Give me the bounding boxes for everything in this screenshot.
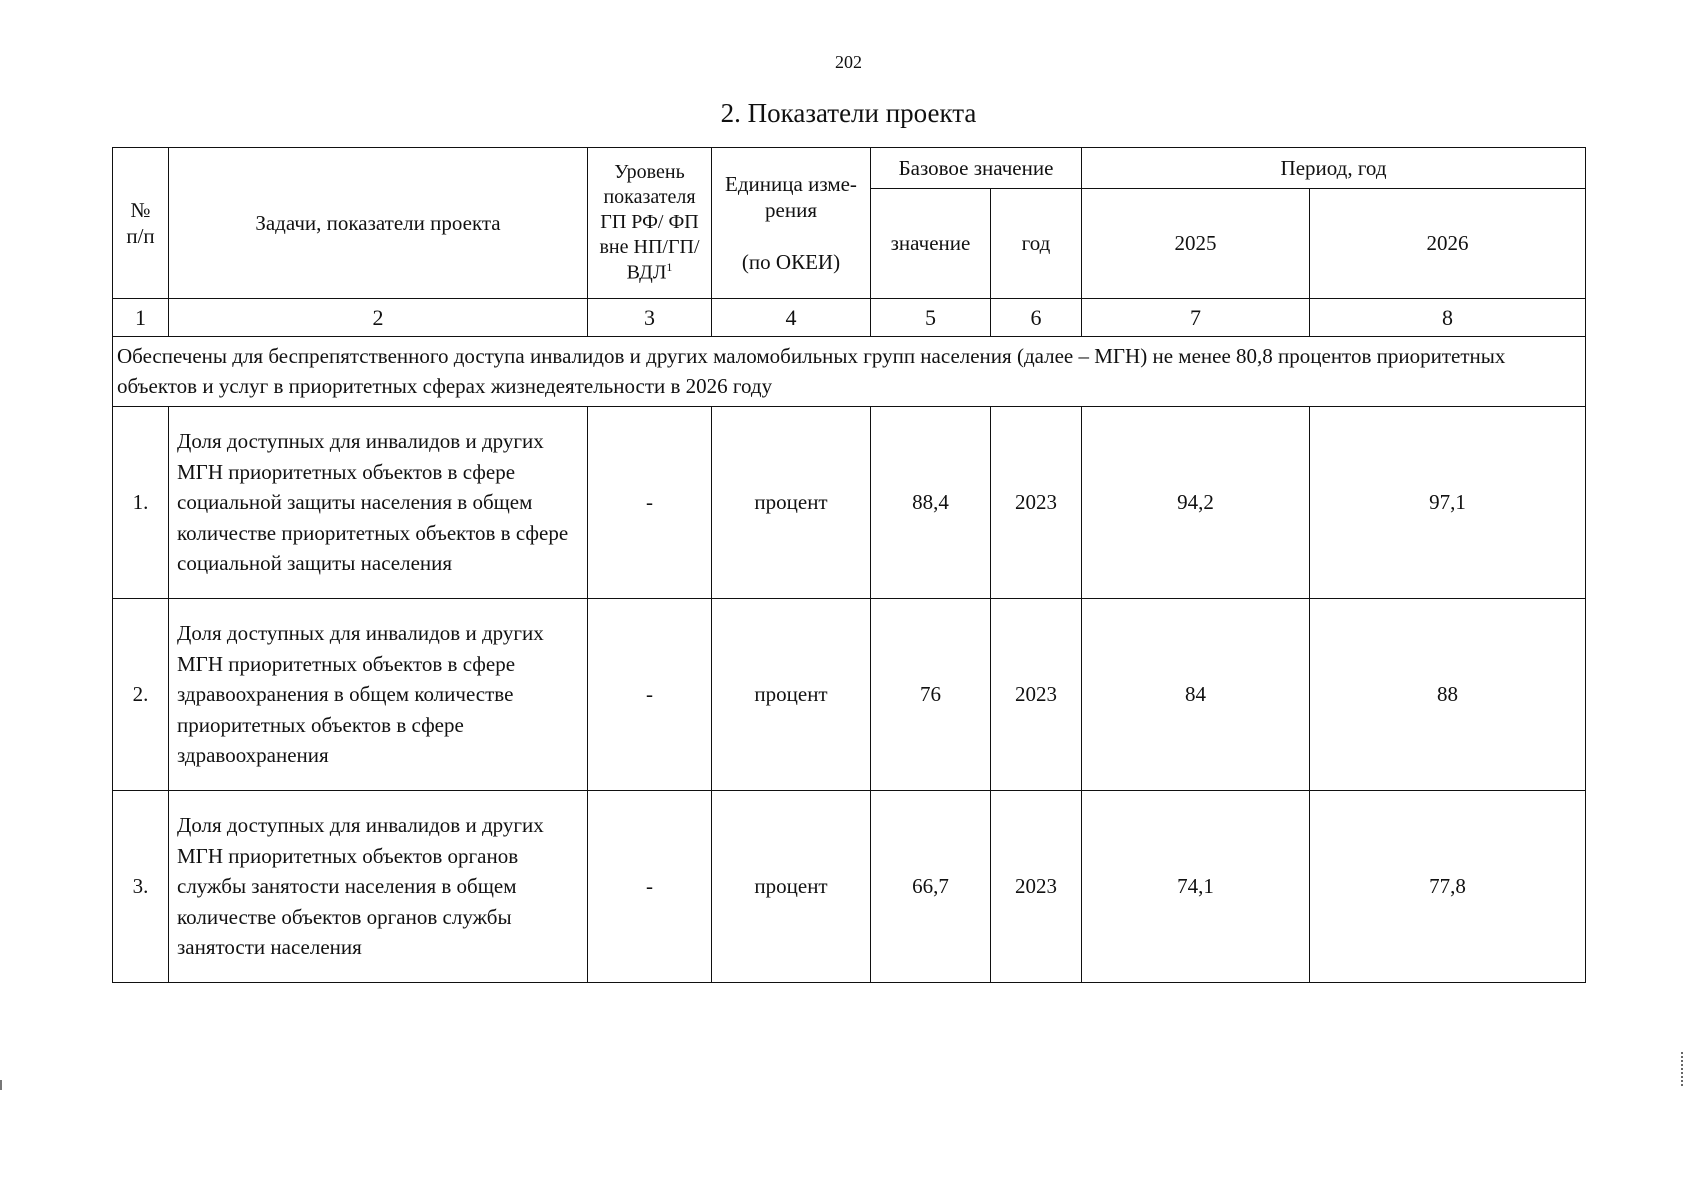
row-2026: 77,8 bbox=[1310, 791, 1586, 983]
row-2026: 97,1 bbox=[1310, 407, 1586, 599]
row-unit: процент bbox=[712, 599, 871, 791]
row-base-value: 88,4 bbox=[871, 407, 991, 599]
column-number: 4 bbox=[712, 299, 871, 337]
header-num: № п/п bbox=[113, 148, 169, 299]
row-base-year: 2023 bbox=[991, 791, 1082, 983]
header-year-2026: 2026 bbox=[1310, 189, 1586, 299]
row-num: 2. bbox=[113, 599, 169, 791]
section-title: 2. Показатели проекта bbox=[720, 98, 977, 128]
header-base-group: Базовое значение bbox=[871, 148, 1082, 189]
header-period-group: Период, год bbox=[1082, 148, 1586, 189]
column-numbers-row bbox=[113, 299, 1586, 337]
row-base-value: 76 bbox=[871, 599, 991, 791]
scan-edge-marks bbox=[1681, 1052, 1687, 1086]
table-row bbox=[113, 791, 1586, 983]
row-task: Доля доступных для инвалидов и других МГН приоритетных объектов в сфере социальной защиты населения в общем количестве приоритетных объектов в сфере социальной защиты населения bbox=[169, 407, 588, 599]
row-2026: 88 bbox=[1310, 599, 1586, 791]
row-num: 3. bbox=[113, 791, 169, 983]
column-number: 2 bbox=[169, 299, 588, 337]
table-row bbox=[113, 407, 1586, 599]
column-number: 5 bbox=[871, 299, 991, 337]
row-level: - bbox=[588, 599, 712, 791]
row-level: - bbox=[588, 791, 712, 983]
row-task: Доля доступных для инвалидов и других МГН приоритетных объектов органов службы занятости населения в общем количестве объектов органов службы занятости населения bbox=[169, 791, 588, 983]
row-2025: 94,2 bbox=[1082, 407, 1310, 599]
page-number: 202 bbox=[835, 52, 862, 72]
footnote-marker: 1 bbox=[666, 260, 673, 275]
row-2025: 84 bbox=[1082, 599, 1310, 791]
header-base-year: год bbox=[991, 189, 1082, 299]
row-level: - bbox=[588, 407, 712, 599]
column-number: 6 bbox=[991, 299, 1082, 337]
row-num: 1. bbox=[113, 407, 169, 599]
scan-edge-mark bbox=[0, 1080, 2, 1090]
header-base-value: значение bbox=[871, 189, 991, 299]
header-task: Задачи, показатели проекта bbox=[169, 148, 588, 299]
header-year-2025: 2025 bbox=[1082, 189, 1310, 299]
column-number: 1 bbox=[113, 299, 169, 337]
row-task: Доля доступных для инвалидов и других МГН приоритетных объектов в сфере здравоохранения в общем количестве приоритетных объектов в сфере здравоохранения bbox=[169, 599, 588, 791]
row-base-year: 2023 bbox=[991, 407, 1082, 599]
column-number: 3 bbox=[588, 299, 712, 337]
indicators-table bbox=[112, 147, 1586, 983]
header-unit: Единица изме- рения (по ОКЕИ) bbox=[712, 148, 871, 299]
column-number: 7 bbox=[1082, 299, 1310, 337]
row-base-year: 2023 bbox=[991, 599, 1082, 791]
row-unit: процент bbox=[712, 791, 871, 983]
row-2025: 74,1 bbox=[1082, 791, 1310, 983]
column-number: 8 bbox=[1310, 299, 1586, 337]
header-level: Уровень показателя ГП РФ/ ФП вне НП/ГП/ ВДЛ$^1$ bbox=[588, 148, 712, 299]
row-unit: процент bbox=[712, 407, 871, 599]
goal-row: Обеспечены для беспрепятственного доступа инвалидов и других маломобильных групп населения (далее – МГН) не менее 80,8 процентов приоритетных объектов и услуг в приоритетных сферах жизнедеятельности в 2026 году bbox=[113, 337, 1586, 407]
row-base-value: 66,7 bbox=[871, 791, 991, 983]
table-row bbox=[113, 599, 1586, 791]
